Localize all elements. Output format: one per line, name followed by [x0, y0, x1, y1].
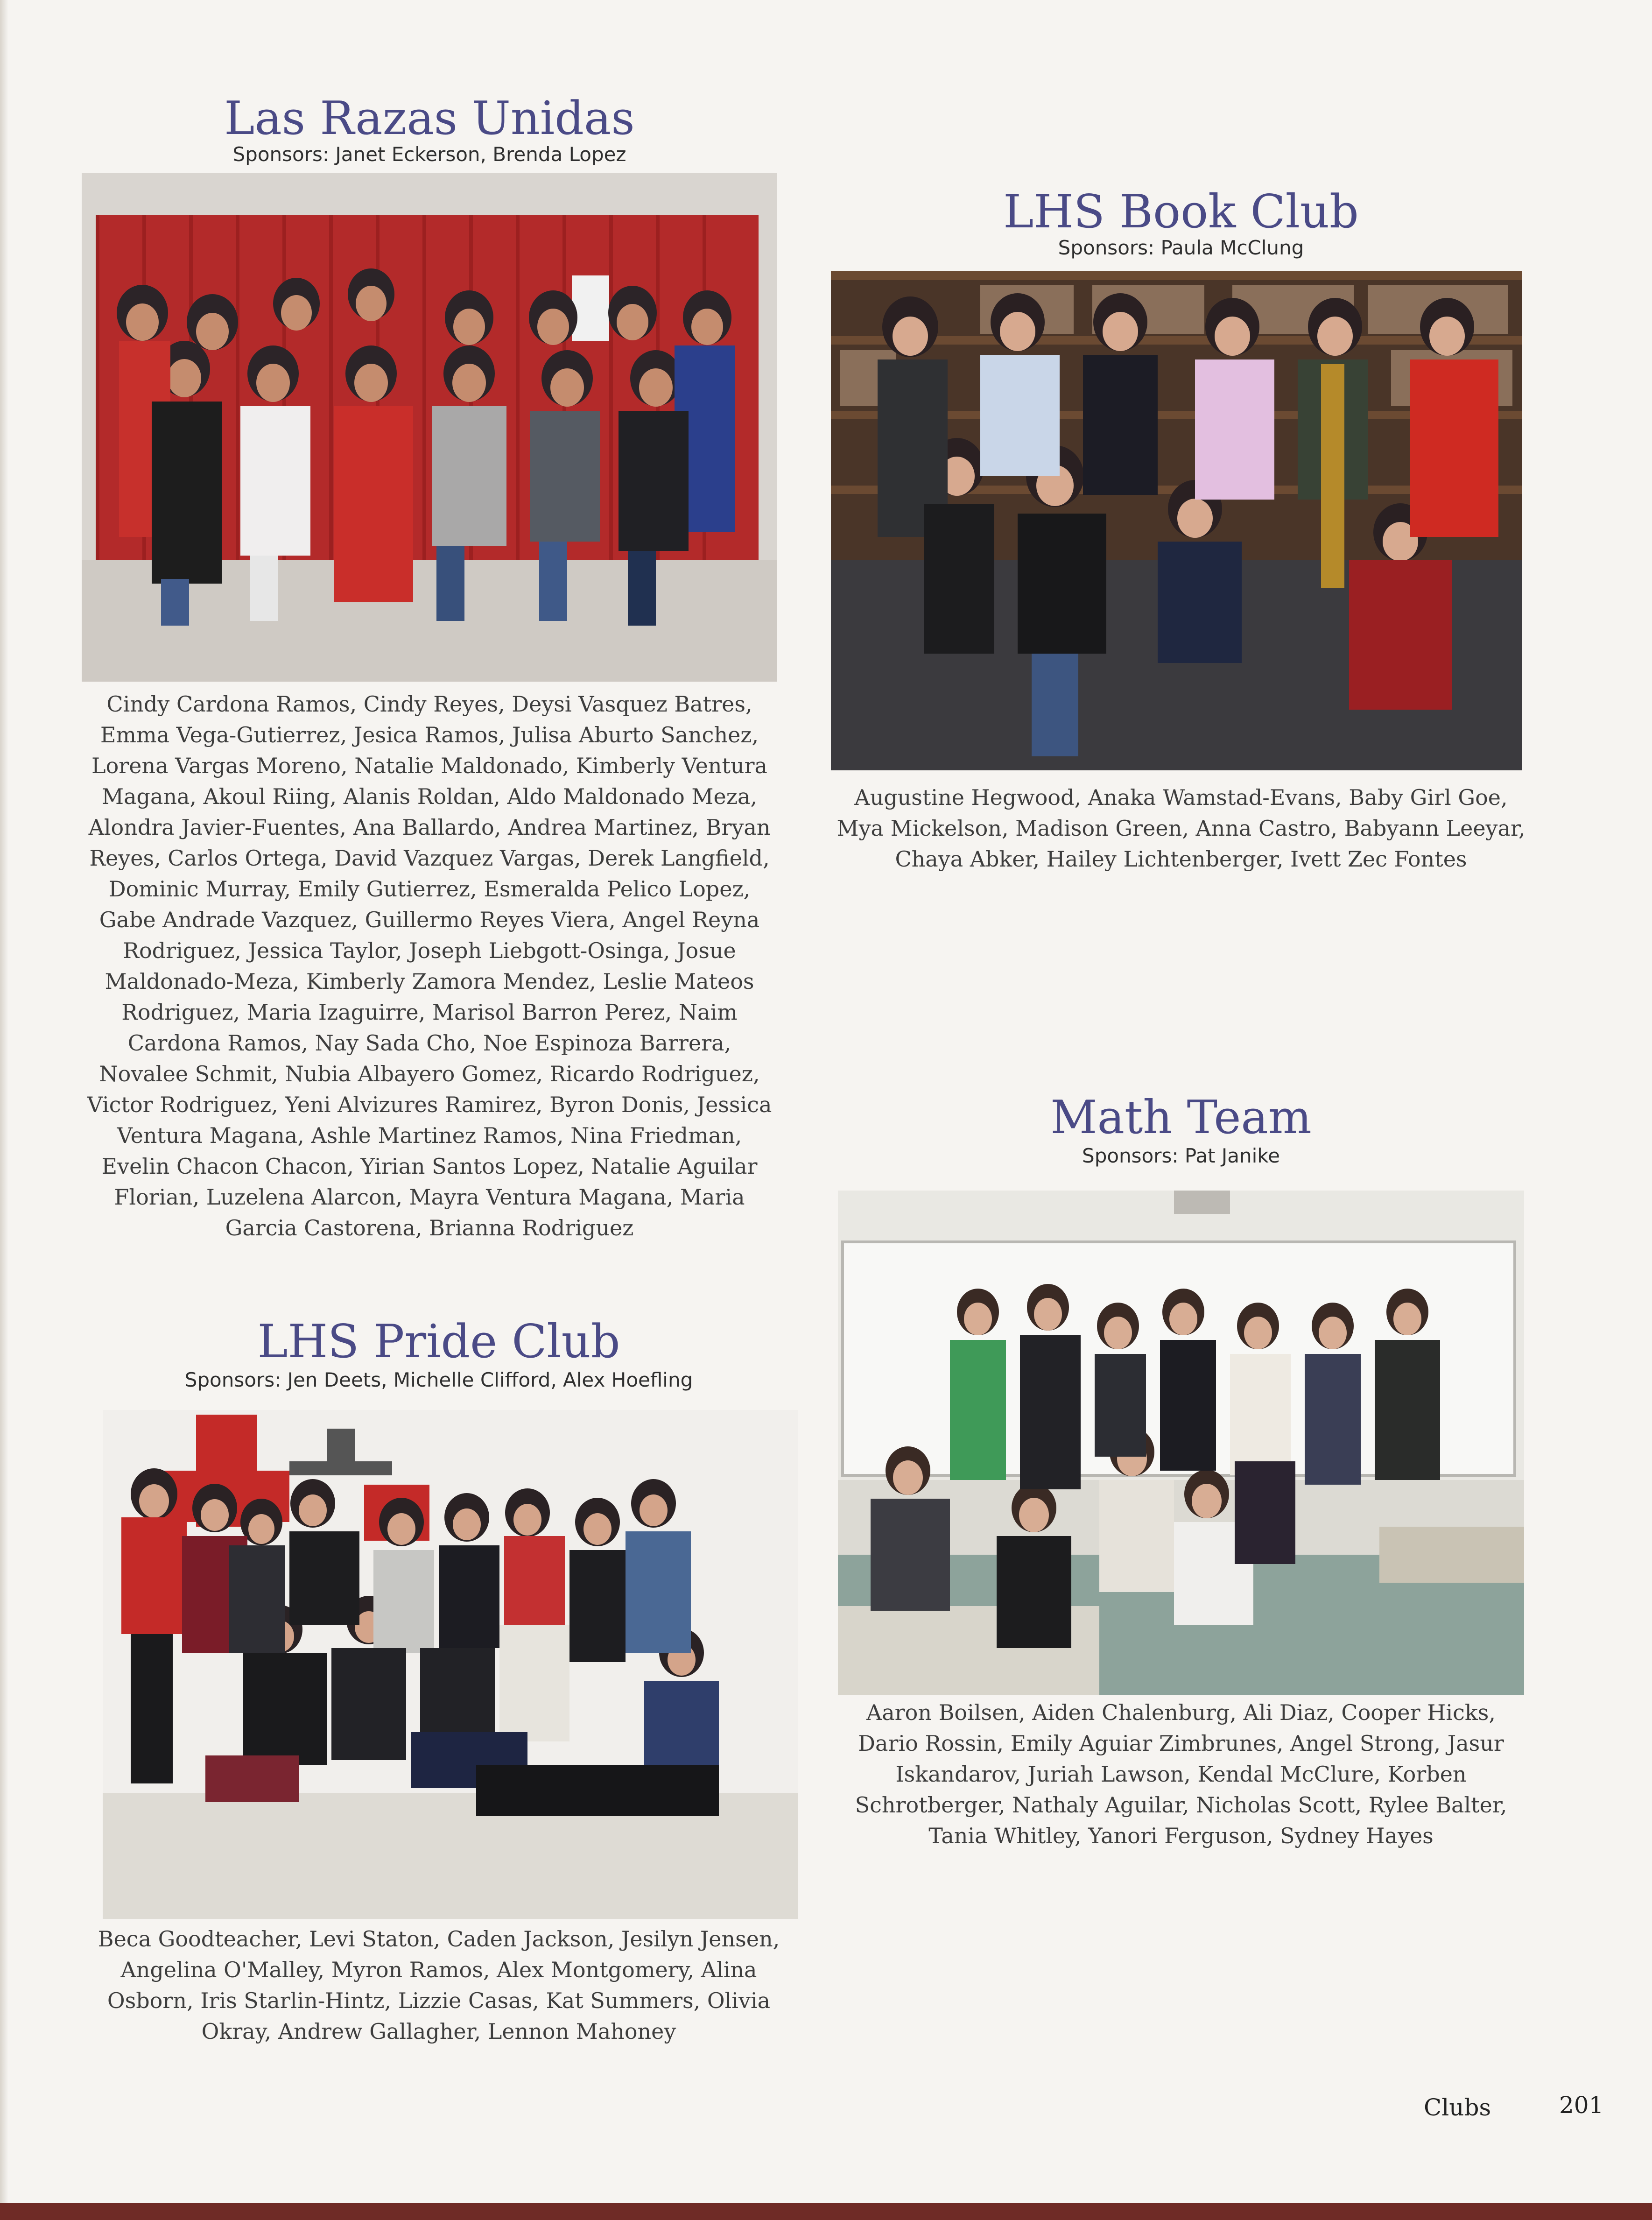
- club-sponsors: Sponsors: Paula McClung: [1058, 236, 1304, 259]
- club-las-razas-unidas: [75, 89, 784, 1247]
- group-photo: [82, 173, 777, 682]
- page-number: 201: [1559, 2092, 1604, 2119]
- club-lhs-pride-club: [84, 1312, 794, 2059]
- section-label: Clubs: [1424, 2094, 1491, 2121]
- page-bottom-edge: [0, 2203, 1652, 2220]
- club-sponsors: Sponsors: Jen Deets, Michelle Clifford, Alex Hoefling: [184, 1368, 693, 1391]
- club-sponsors: Sponsors: Janet Eckerson, Brenda Lopez: [232, 143, 626, 166]
- member-list: Aaron Boilsen, Aiden Chalenburg, Ali Diaz, Cooper Hicks, Dario Rossin, Emily Aguiar Zimbrunes, Angel Strong, Jasur Iskandarov, Juriah Lawson, Kendal McClure, Korben Schrotberger, Nathaly Aguilar, Nicholas Scott, Rylee Balter, Tania Whitley, Yanori Ferguson, Sydney Hayes: [855, 1700, 1507, 1848]
- group-photo: [831, 271, 1522, 770]
- club-title: LHS Book Club: [1003, 185, 1359, 239]
- page-binding-shadow: [0, 0, 8, 2220]
- group-photo: [103, 1410, 798, 1919]
- club-sponsors: Sponsors: Pat Janike: [1082, 1144, 1280, 1167]
- club-title: LHS Pride Club: [257, 1315, 620, 1368]
- member-list: Beca Goodteacher, Levi Staton, Caden Jackson, Jesilyn Jensen, Angelina O'Malley, Myron Ramos, Alex Montgomery, Alina Osborn, Iris Starlin-Hintz, Lizzie Casas, Kat Summers, Olivia Okray, Andrew Gallagher, Lennon Mahoney: [98, 1926, 780, 2044]
- club-title: Las Razas Unidas: [224, 92, 635, 145]
- group-photo: [838, 1191, 1524, 1695]
- club-math-team: [826, 1088, 1536, 1882]
- club-lhs-book-club: [826, 182, 1536, 892]
- member-list: Augustine Hegwood, Anaka Wamstad-Evans, Baby Girl Goe, Mya Mickelson, Madison Green, Anna Castro, Babyann Leeyar, Chaya Abker, Hailey Lichtenberger, Ivett Zec Fontes: [837, 785, 1525, 872]
- member-list: Cindy Cardona Ramos, Cindy Reyes, Deysi Vasquez Batres, Emma Vega-Gutierrez, Jesica Ramos, Julisa Aburto Sanchez, Lorena Vargas Moreno, Natalie Maldonado, Kimberly Ventura Magana, Akoul Riing, Alanis Roldan, Aldo Maldonado Meza, Alondra Javier-Fuentes, Ana Ballardo, Andrea Martinez, Bryan Reyes, Carlos Ortega, David Vazquez Vargas, Derek Langfield, Dominic Murray, Emily Gutierrez, Esmeralda Pelico Lopez, Gabe Andrade Vazquez, Guillermo Reyes Viera, Angel Reyna Rodriguez, Jessica Taylor, Joseph Liebgott-Osinga, Josue Maldonado-Meza, Kimberly Zamora Mendez, Leslie Mateos Rodriguez, Maria Izaguirre, Marisol Barron Perez, Naim Cardona Ramos, Nay Sada Cho, Noe Espinoza Barrera, Novalee Schmit, Nubia Albayero Gomez, Ricardo Rodriguez, Victor Rodriguez, Yeni Alvizures Ramirez, Byron Donis, Jessica Ventura Magana, Ashle Martinez Ramos, Nina Friedman, Evelin Chacon Chacon, Yirian Santos Lopez, Natalie Aguilar Florian, Luzelena Alarcon, Mayra Ventura Magana, Maria Garcia Castorena, Brianna Rodriguez: [87, 691, 772, 1240]
- club-title: Math Team: [1050, 1091, 1312, 1144]
